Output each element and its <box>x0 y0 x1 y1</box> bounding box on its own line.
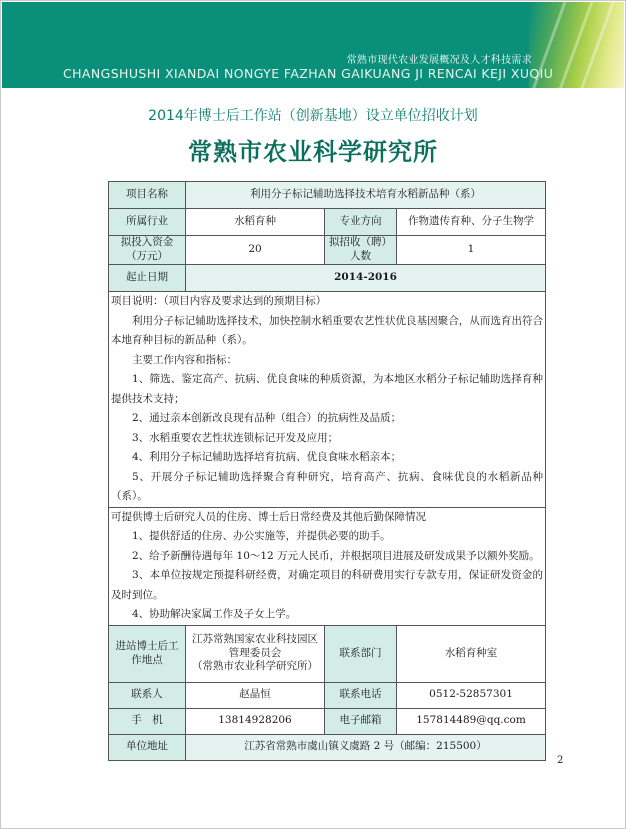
investment-label: 拟投入资金（万元） <box>109 236 186 265</box>
recruitment-form <box>108 181 546 761</box>
contact-value: 赵晶恒 <box>186 682 325 708</box>
header-en-title: CHANGSHUSHI XIANDAI NONGYE FAZHAN GAIKUANG JI RENCAI KEJI XUQIU <box>63 66 554 81</box>
header-banner <box>2 2 624 88</box>
desc-line: 1、筛选、鉴定高产、抗病、优良食味的种质资源，为本地区水稻分子标记辅助选择育种提供技术支持； <box>111 373 544 405</box>
desc-line: 3、水稻重要农艺性状连锁标记开发及应用； <box>132 431 339 444</box>
contact-label: 联系人 <box>109 682 186 708</box>
doc-subtitle: 2014年博士后工作站（创新基地）设立单位招收计划 <box>148 108 478 124</box>
support-line: 可提供博士后研究人员的住房、博士后日常经费及其他后勤保障情况 <box>111 510 426 523</box>
support-line: 3、本单位按规定预提科研经费，对确定项目的科研费用实行专款专用，保证研发资金的及时到位。 <box>111 569 544 601</box>
location-value <box>186 625 325 682</box>
support-line: 4、协助解决家属工作及子女上学。 <box>132 608 297 620</box>
dept-label: 联系部门 <box>325 625 397 682</box>
support-description <box>109 507 546 625</box>
support-line: 1、提供舒适的住房、办公实施等，并提供必要的助手。 <box>132 530 391 542</box>
project-description <box>109 292 546 508</box>
desc-line: 2、通过亲本创新改良现有品种（组合）的抗病性及品质； <box>132 412 402 424</box>
location-line: 江苏常熟国家农业科技园区 <box>192 633 318 646</box>
investment-value: 20 <box>186 236 325 265</box>
page-number: 2 <box>557 755 564 766</box>
major-value: 作物遗传育种、分子生物学 <box>397 209 546 236</box>
recruit-value: 1 <box>397 236 546 265</box>
phone-value: 0512-52857301 <box>397 682 546 708</box>
industry-value: 水稻育种 <box>186 209 325 236</box>
recruit-label: 拟招收（聘）人数 <box>325 236 397 265</box>
desc-line: 项目说明：（项目内容及要求达到的预期目标） <box>111 295 327 307</box>
desc-line: 5、开展分子标记辅助选择聚合育种研究，培育高产、抗病、食味优良的水稻新品种（系）。 <box>111 470 544 502</box>
project-name-label: 项目名称 <box>109 182 186 209</box>
doc-title: 常熟市农业科学研究所 <box>188 138 438 166</box>
location-line: 管理委员会 <box>228 646 282 659</box>
location-label: 进站博士后工作地点 <box>109 625 186 682</box>
support-line: 2、给予新酬待遇每年 10～12 万元人民币，并根据项目进展及研发成果予以额外奖励。 <box>132 549 540 562</box>
desc-line: 利用分子标记辅助选择技术，加快控制水稻重要农艺性状优良基因聚合，从而选育出符合本地育种目标的新品种（系）。 <box>111 314 544 346</box>
industry-label: 所属行业 <box>109 209 186 236</box>
dept-value: 水稻育种室 <box>397 625 546 682</box>
project-name-value: 利用分子标记辅助选择技术培育水稻新品种（系） <box>186 182 546 209</box>
address-value: 江苏省常熟市虞山镇义虞路 2 号（邮编：215500） <box>186 734 546 760</box>
phone-label: 联系电话 <box>325 682 397 708</box>
desc-line: 4、利用分子标记辅助选择培育抗病、优良食味水稻亲本； <box>132 451 402 463</box>
desc-line: 主要工作内容和指标： <box>132 353 237 366</box>
mobile-value: 13814928206 <box>186 708 325 734</box>
major-label: 专业方向 <box>325 209 397 236</box>
period-value: 2014-2016 <box>186 265 546 292</box>
location-line: （常熟市农业科学研究所） <box>192 660 318 673</box>
mobile-label: 手 机 <box>109 708 186 734</box>
email-value: 157814489@qq.com <box>397 708 546 734</box>
period-label: 起止日期 <box>109 265 186 292</box>
address-label: 单位地址 <box>109 734 186 760</box>
email-label: 电子邮箱 <box>325 708 397 734</box>
header-cn-title: 常熟市现代农业发展概况及人才科技需求 <box>346 55 532 66</box>
